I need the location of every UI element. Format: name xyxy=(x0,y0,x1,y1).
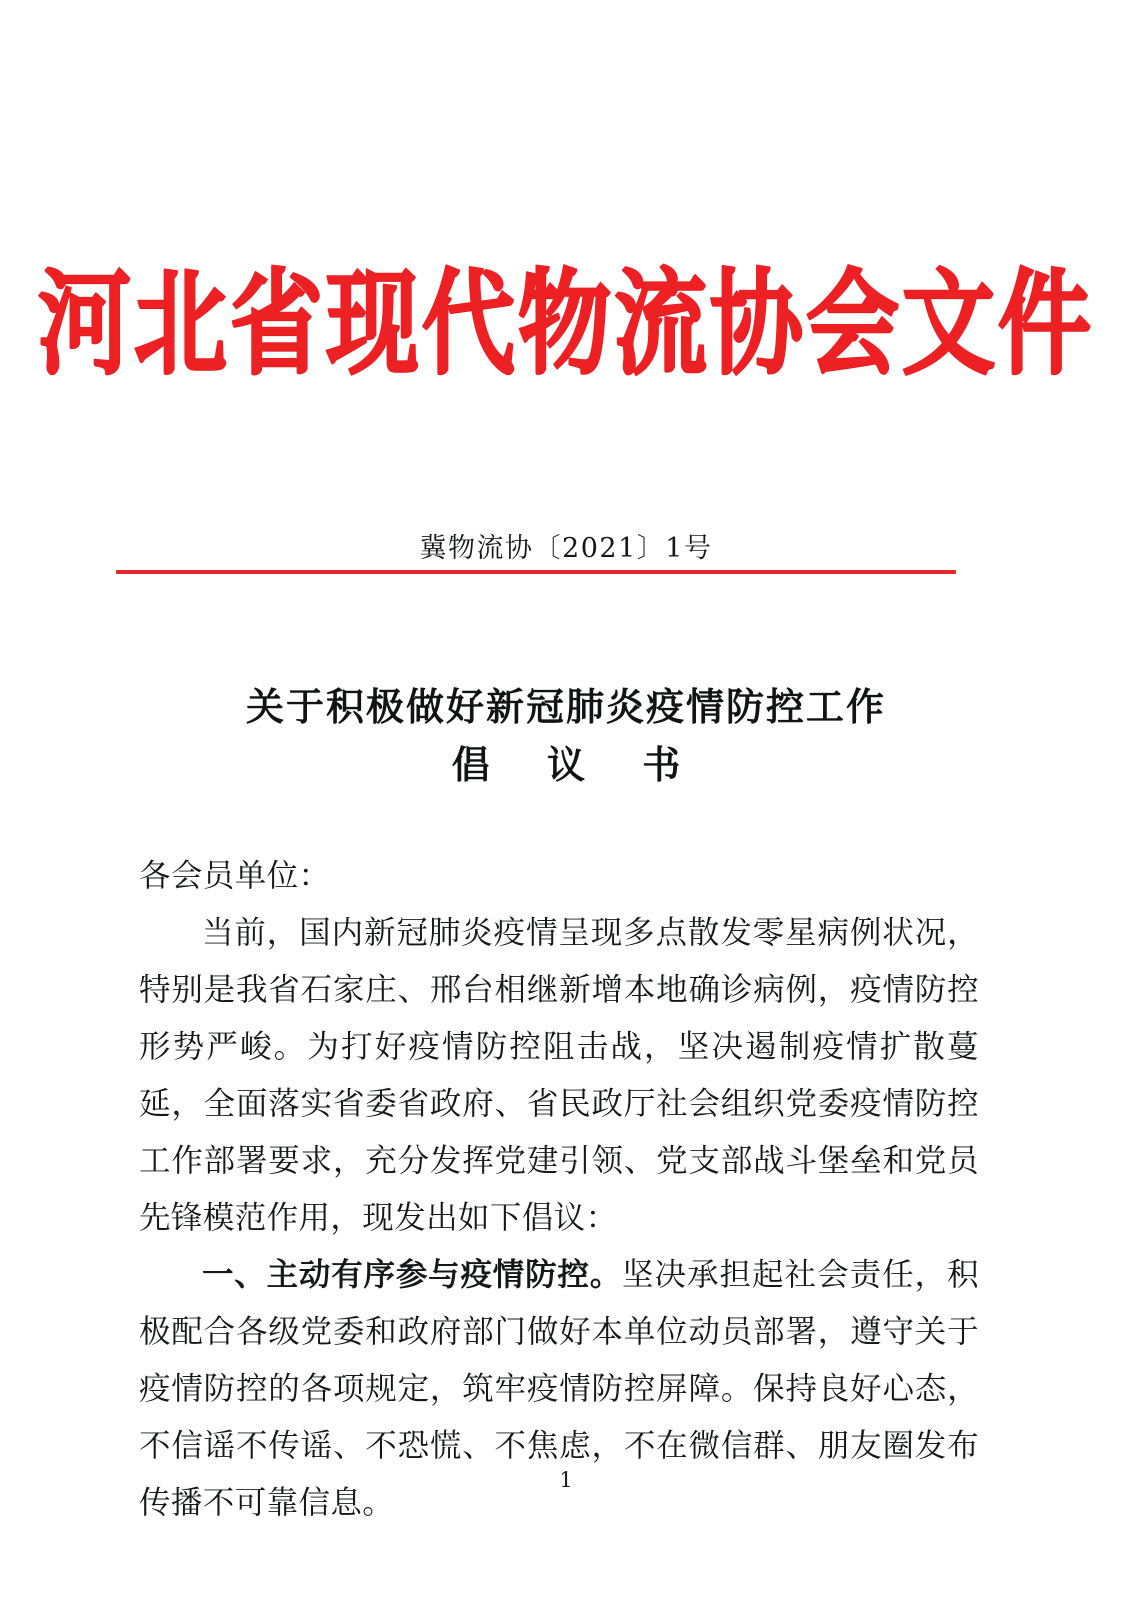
masthead-title: 河北省现代物流协会文件 xyxy=(38,258,1094,390)
page-number: 1 xyxy=(559,1468,573,1492)
masthead xyxy=(0,258,1132,390)
list-item-1-body: 坚决承担起社会责任，积极配合各级党委和政府部门做好本单位动员部署，遵守关于疫情防控的各项规定，筑牢疫情防控屏障。保持良好心态，不信谣不传谣、不恐慌、不焦虑，不在微信群、朋友圈发布传播不可靠信息。 xyxy=(139,1257,979,1521)
document-number: 冀物流协〔2021〕1号 xyxy=(419,533,713,564)
document-title-line-2: 倡 议 书 xyxy=(451,743,703,787)
document-title-line-1: 关于积极做好新冠肺炎疫情防控工作 xyxy=(245,685,886,729)
document-body xyxy=(139,848,979,1532)
list-item-1-heading: 一、主动有序参与疫情防控。 xyxy=(202,1257,623,1293)
paragraph-1: 当前，国内新冠肺炎疫情呈现多点散发零星病例状况，特别是我省石家庄、邢台相继新增本地确诊病例，疫情防控形势严峻。为打好疫情防控阻击战，坚决遏制疫情扩散蔓延，全面落实省委省政府、省民政厅社会组织党委疫情防控工作部署要求，充分发挥党建引领、党支部战斗堡垒和党员先锋模范作用，现发出如下倡议： xyxy=(139,915,979,1236)
salutation: 各会员单位： xyxy=(139,858,331,894)
red-divider-rule xyxy=(116,570,956,574)
